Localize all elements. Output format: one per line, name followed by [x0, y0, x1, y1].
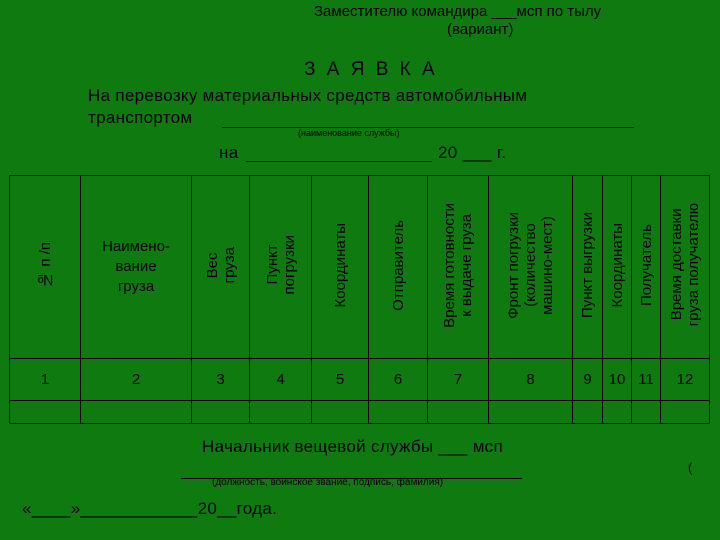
signature-hint: (должность, воинское звание, подпись, фамилия) — [212, 477, 444, 488]
column-header-7 — [428, 176, 489, 359]
column-header-12 — [661, 176, 710, 359]
column-number: 5 — [312, 359, 369, 401]
column-header-1 — [10, 176, 81, 359]
variant-note: (вариант) — [447, 21, 514, 38]
document-title: З А Я В К А — [304, 59, 438, 80]
column-header-3 — [192, 176, 250, 359]
document-subtitle: На перевозку материальных средств автомобильным — [88, 86, 528, 105]
column-header-label: Координаты — [331, 222, 349, 308]
column-header-label: Координаты — [608, 222, 626, 308]
date-year: 20 ___ г. — [438, 143, 507, 162]
column-number: 2 — [81, 359, 192, 401]
column-number: 1 — [10, 359, 81, 401]
date-blank-line — [246, 161, 432, 162]
table-empty-row — [10, 401, 710, 424]
column-header-label: Наимено- вание груза — [102, 238, 170, 295]
column-header-label: Получатель — [637, 224, 655, 306]
column-header-5 — [312, 176, 369, 359]
column-header-label: Вес груза — [203, 246, 238, 284]
column-header-label: Пункт выгрузки — [579, 211, 596, 319]
table-header-row — [10, 176, 710, 359]
column-header-2 — [81, 176, 192, 359]
column-number: 3 — [192, 359, 250, 401]
column-header-4 — [250, 176, 312, 359]
column-header-label: Время доставки груза получателю — [668, 203, 702, 327]
column-header-label: Фронт погрузки (количество машино-мест) — [505, 211, 556, 319]
addressee-line: Заместителю командира ___мсп по тылу — [314, 3, 602, 20]
column-number: 11 — [632, 359, 661, 401]
column-header-11 — [632, 176, 661, 359]
column-header-label: Отправитель — [389, 219, 407, 311]
column-number: 7 — [428, 359, 489, 401]
column-header-label: Пункт погрузки — [263, 235, 298, 295]
column-number: 12 — [661, 359, 710, 401]
open-paren-mark: ( — [688, 460, 693, 475]
signer-title: Начальник вещевой службы ___ мсп — [202, 437, 503, 456]
table-number-row — [10, 359, 710, 401]
date-prefix: на — [219, 143, 239, 162]
column-header-6 — [369, 176, 428, 359]
request-table — [9, 175, 710, 424]
column-number: 6 — [369, 359, 428, 401]
column-header-label: № п /п — [36, 242, 54, 288]
column-header-8 — [489, 176, 573, 359]
footer-date-line: «____»____________20__года. — [22, 499, 278, 518]
column-number: 8 — [489, 359, 573, 401]
service-name-hint: (наименование службы) — [298, 128, 400, 138]
column-header-label: Время готовности к выдаче груза — [441, 202, 475, 328]
column-number: 4 — [250, 359, 312, 401]
transport-label: транспортом — [88, 108, 193, 127]
column-number: 9 — [573, 359, 603, 401]
column-number: 10 — [603, 359, 632, 401]
column-header-9 — [573, 176, 603, 359]
service-name-line — [222, 127, 634, 128]
column-header-10 — [603, 176, 632, 359]
